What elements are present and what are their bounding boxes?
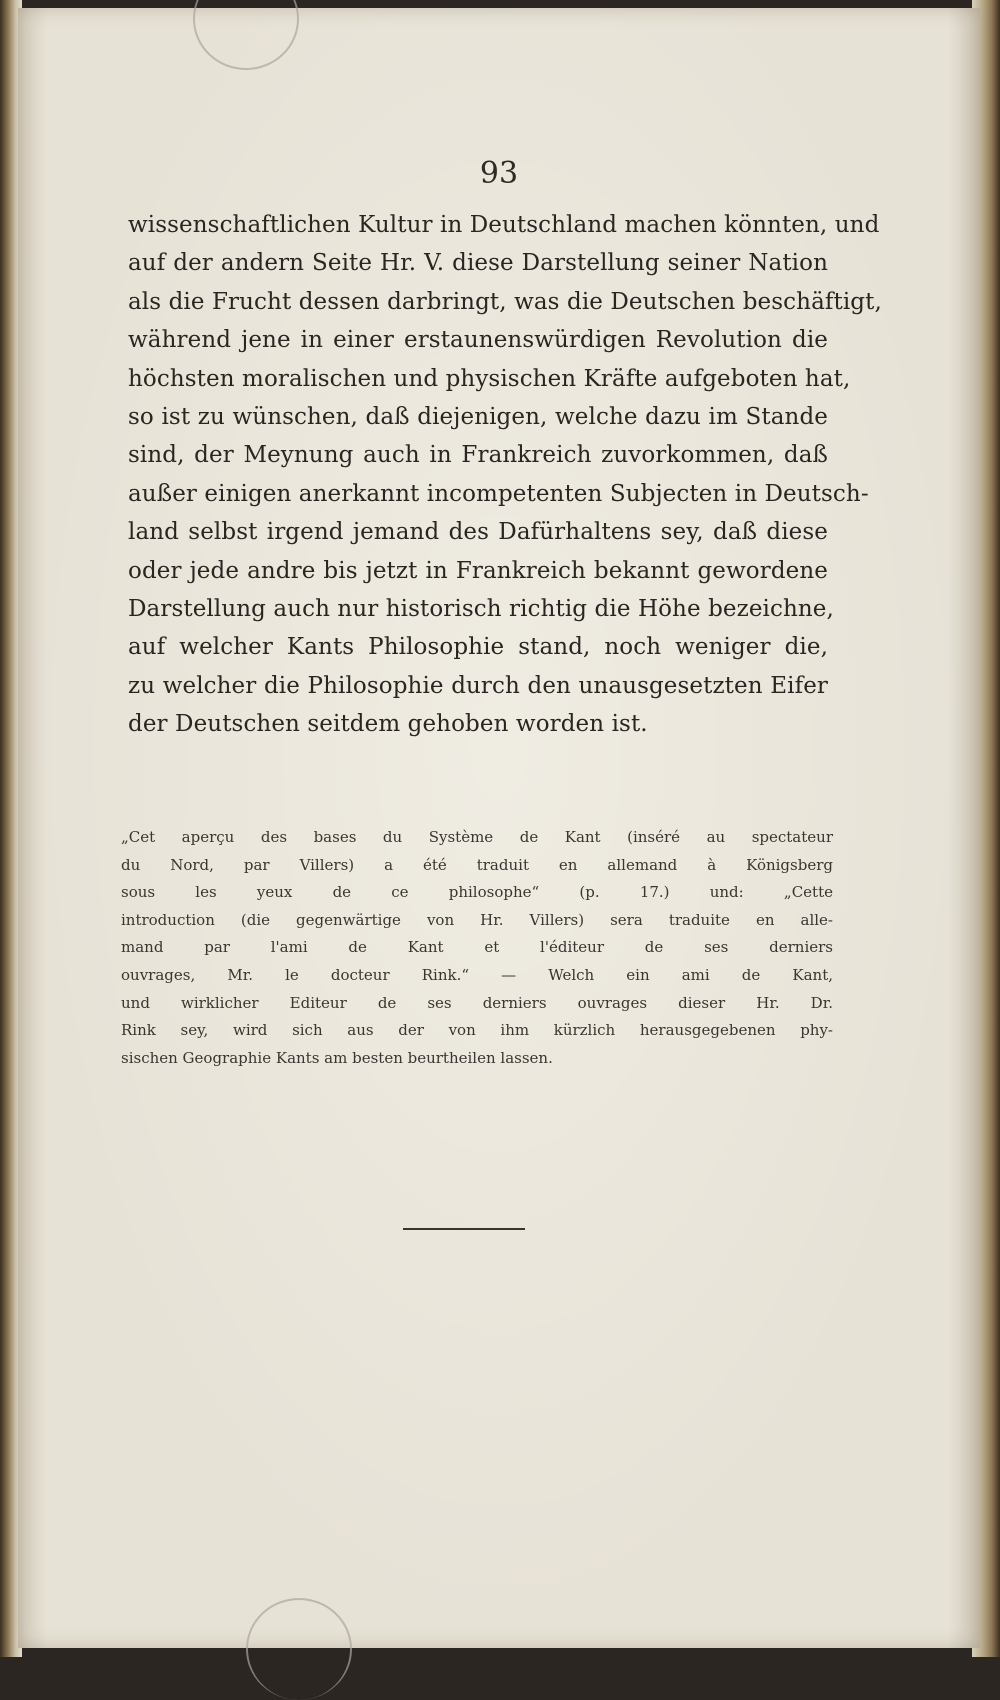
body-line: so ist zu wünschen, daß diejenigen, welche dazu im Stande: [128, 403, 828, 430]
body-line: land selbst irgend jemand des Dafürhaltens sey, daß diese: [128, 519, 828, 546]
body-text: [128, 206, 882, 743]
body-line: höchsten moralischen und physischen Kräfte aufgeboten hat,: [128, 365, 851, 392]
book-page: [18, 8, 980, 1648]
footnote-line: introduction (die gegenwärtige von Hr. Villers) sera traduite en alle-: [121, 910, 833, 929]
body-line: als die Frucht dessen darbringt, was die Deutschen beschäftigt,: [128, 288, 882, 315]
footnote-line: sous les yeux de ce philosophe“ (p. 17.) und: „Cette: [121, 883, 833, 902]
body-line: der Deutschen seitdem gehoben worden ist.: [128, 711, 648, 738]
footnote: [121, 824, 833, 1072]
footnote-line: mand par l'ami de Kant et l'éditeur de ses derniers: [121, 938, 833, 957]
body-line: während jene in einer erstaunenswürdigen Revolution die: [128, 327, 828, 354]
body-line: wissenschaftlichen Kultur in Deutschland machen könnten, und: [128, 212, 880, 238]
footnote-line: du Nord, par Villers) a été traduit en allemand à Königsberg: [121, 855, 833, 874]
footnote-line: ouvrages, Mr. le docteur Rink.“ — Welch ein ami de Kant,: [121, 965, 833, 984]
body-line: oder jede andre bis jetzt in Frankreich bekannt gewordene: [128, 557, 828, 584]
body-line: auf welcher Kants Philosophie stand, noch weniger die,: [128, 634, 828, 661]
footnote-line: Rink sey, wird sich aus der von ihm kürzlich herausgegebenen phy-: [121, 1021, 833, 1040]
clip-mark-bottom: [246, 1598, 352, 1700]
body-line: sind, der Meynung auch in Frankreich zuvorkommen, daß: [128, 442, 828, 469]
footnote-line: und wirklicher Editeur de ses derniers ouvrages dieser Hr. Dr.: [121, 993, 833, 1012]
body-line: zu welcher die Philosophie durch den unausgesetzten Eifer: [128, 672, 828, 699]
clip-mark-top: [193, 0, 299, 70]
footnote-line: sischen Geographie Kants am besten beurtheilen lassen.: [121, 1048, 553, 1067]
footnote-line: „Cet aperçu des bases du Système de Kant (inséré au spectateur: [121, 828, 833, 846]
body-line: außer einigen anerkannt incompetenten Subjecten in Deutsch-: [128, 480, 869, 507]
page-number: 93: [479, 156, 519, 191]
body-line: Darstellung auch nur historisch richtig die Höhe bezeichne,: [128, 595, 834, 622]
body-line: auf der andern Seite Hr. V. diese Darstellung seiner Nation: [128, 250, 828, 277]
section-divider-rule: [403, 1228, 525, 1230]
